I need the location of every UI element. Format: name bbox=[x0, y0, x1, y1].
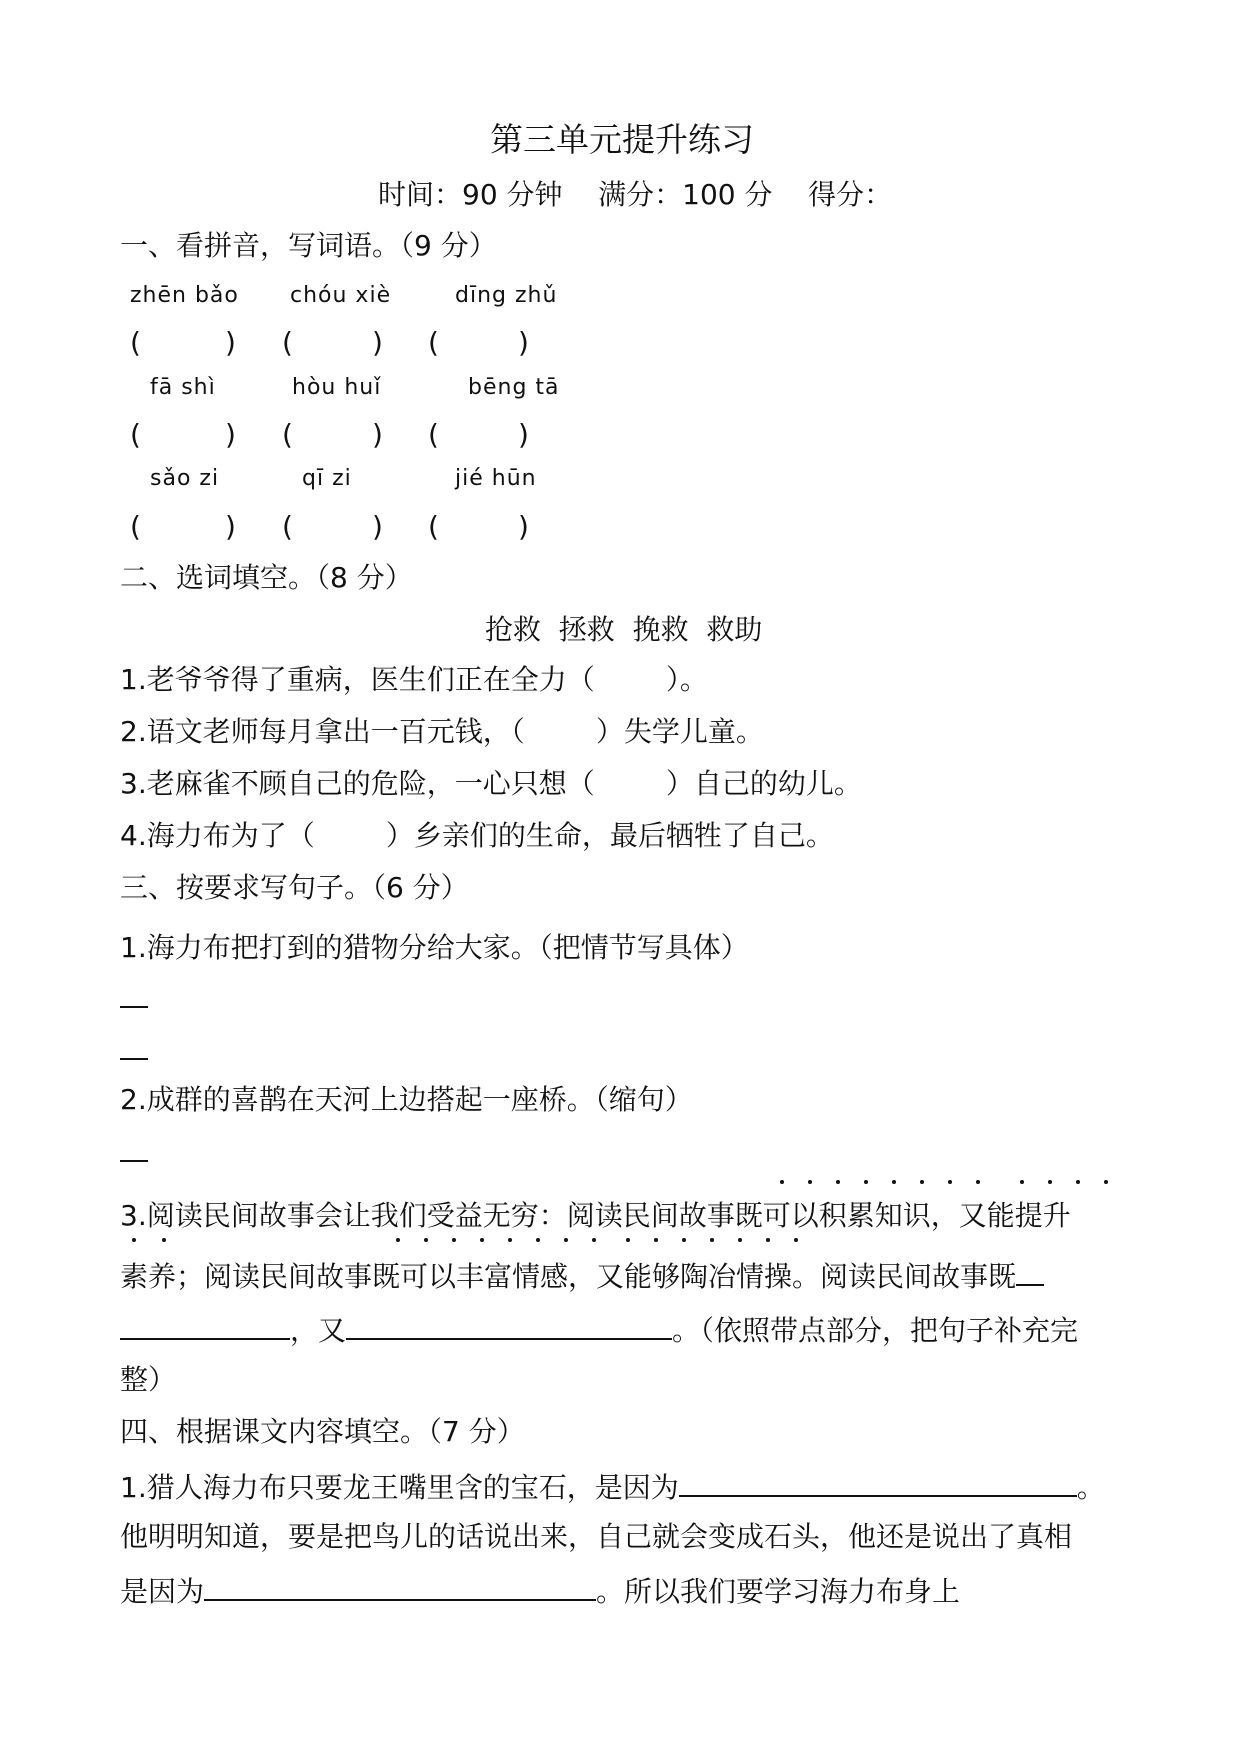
answer-bracket[interactable]: ) bbox=[225, 418, 236, 451]
emphasis-dot bbox=[1104, 1180, 1108, 1184]
emphasis-dot bbox=[780, 1180, 784, 1184]
answer-bracket[interactable]: ( bbox=[282, 510, 293, 543]
section-1-heading: 一、看拼音，写词语。（9 分） bbox=[120, 229, 497, 262]
emphasis-dot bbox=[626, 1238, 630, 1242]
answer-bracket[interactable]: ) bbox=[372, 418, 383, 451]
emphasis-dot bbox=[682, 1238, 686, 1242]
emphasis-dot bbox=[892, 1180, 896, 1184]
question-4-1-text: 。所以我们要学习海力布身上 bbox=[596, 1575, 961, 1608]
question-3-2: 2.成群的喜鹊在天河上边搭起一座桥。（缩句） bbox=[120, 1083, 693, 1116]
question-4-1-line-1 bbox=[120, 1467, 1105, 1506]
emphasis-dot bbox=[836, 1180, 840, 1184]
emphasis-dot bbox=[710, 1238, 714, 1242]
answer-line[interactable] bbox=[679, 1467, 1077, 1497]
answer-bracket[interactable]: ( bbox=[130, 510, 141, 543]
pinyin-bengta: bēng tā bbox=[468, 375, 560, 400]
answer-bracket[interactable]: ( bbox=[130, 418, 141, 451]
question-3-3-line-1: 3.阅读民间故事会让我们受益无穷：阅读民间故事既可以积累知识，又能提升 bbox=[120, 1199, 1071, 1232]
answer-bracket[interactable]: ( bbox=[428, 418, 439, 451]
question-3-3-text: 。（依照带点部分，把句子补充完 bbox=[672, 1314, 1079, 1347]
answer-bracket[interactable]: ( bbox=[130, 326, 141, 359]
page-title: 第三单元提升练习 bbox=[490, 120, 754, 159]
question-3-3-line-4: 整） bbox=[120, 1363, 177, 1396]
emphasis-dot bbox=[864, 1180, 868, 1184]
emphasis-dot bbox=[920, 1180, 924, 1184]
answer-bracket[interactable]: ( bbox=[282, 418, 293, 451]
question-4-1-text: 是因为 bbox=[120, 1575, 205, 1608]
pinyin-chouxie: chóu xiè bbox=[290, 283, 392, 308]
question-2-3: 3.老麻雀不顾自己的危险，一心只想（ ）自己的幼儿。 bbox=[120, 767, 862, 800]
question-3-3-line-3 bbox=[120, 1310, 1078, 1349]
question-2-1: 1.老爷爷得了重病，医生们正在全力（ ）。 bbox=[120, 663, 708, 696]
section-3-heading: 三、按要求写句子。（6 分） bbox=[120, 871, 469, 904]
section-2-heading: 二、选词填空。（8 分） bbox=[120, 561, 413, 594]
exam-info: 时间：90 分钟 满分：100 分 得分： bbox=[378, 178, 893, 211]
emphasis-dot bbox=[766, 1238, 770, 1242]
pinyin-jiehun: jié hūn bbox=[455, 466, 537, 491]
question-4-1-line-2: 他明明知道，要是把鸟儿的话说出来，自己就会变成石头，他还是说出了真相 bbox=[120, 1520, 1073, 1553]
question-3-3-text: ，又 bbox=[290, 1314, 347, 1347]
answer-bracket[interactable]: ) bbox=[225, 510, 236, 543]
emphasis-dot bbox=[654, 1238, 658, 1242]
emphasis-dot bbox=[1076, 1180, 1080, 1184]
answer-line[interactable] bbox=[120, 1160, 148, 1162]
pinyin-qizi: qī zi bbox=[302, 466, 352, 491]
emphasis-dot bbox=[564, 1238, 568, 1242]
emphasis-dot bbox=[948, 1180, 952, 1184]
emphasis-dot bbox=[1020, 1180, 1024, 1184]
answer-bracket[interactable]: ) bbox=[372, 326, 383, 359]
pinyin-houhui: hòu huǐ bbox=[292, 375, 382, 400]
answer-bracket[interactable]: ) bbox=[225, 326, 236, 359]
question-2-2: 2.语文老师每月拿出一百元钱，（ ）失学儿童。 bbox=[120, 715, 764, 748]
answer-bracket[interactable]: ( bbox=[428, 510, 439, 543]
emphasis-dot bbox=[738, 1238, 742, 1242]
question-4-1-line-3 bbox=[120, 1571, 960, 1610]
answer-bracket[interactable]: ) bbox=[518, 418, 529, 451]
question-4-1-text: 1.猎人海力布只要龙王嘴里含的宝石，是因为 bbox=[120, 1471, 679, 1504]
question-3-1: 1.海力布把打到的猎物分给大家。（把情节写具体） bbox=[120, 931, 749, 964]
emphasis-dot bbox=[132, 1238, 136, 1242]
emphasis-dot bbox=[424, 1238, 428, 1242]
answer-line[interactable] bbox=[204, 1571, 596, 1601]
answer-bracket[interactable]: ) bbox=[518, 510, 529, 543]
pinyin-fashi: fā shì bbox=[150, 375, 216, 400]
pinyin-zhenbao: zhēn bǎo bbox=[130, 283, 239, 308]
word-bank: 抢救 拯救 挽救 救助 bbox=[485, 613, 763, 646]
answer-bracket[interactable]: ) bbox=[372, 510, 383, 543]
emphasis-dot bbox=[396, 1238, 400, 1242]
answer-bracket[interactable]: ( bbox=[428, 326, 439, 359]
answer-line[interactable] bbox=[120, 1058, 148, 1060]
emphasis-dot bbox=[592, 1238, 596, 1242]
answer-line[interactable] bbox=[120, 1310, 290, 1340]
pinyin-dingzhu: dīng zhǔ bbox=[455, 283, 558, 308]
emphasis-dot bbox=[480, 1238, 484, 1242]
emphasis-dot bbox=[162, 1238, 166, 1242]
emphasis-dot bbox=[794, 1238, 798, 1242]
question-4-1-text: 。 bbox=[1076, 1471, 1105, 1504]
answer-line[interactable] bbox=[120, 1006, 148, 1008]
question-3-3-line-2 bbox=[120, 1256, 1044, 1295]
answer-line[interactable] bbox=[1016, 1256, 1044, 1286]
emphasis-dot bbox=[1048, 1180, 1052, 1184]
question-3-3-text: 素养；阅读民间故事既可以丰富情感，又能够陶冶情操。阅读民间故事既 bbox=[120, 1260, 1017, 1293]
answer-line[interactable] bbox=[346, 1310, 672, 1340]
answer-bracket[interactable]: ( bbox=[282, 326, 293, 359]
section-4-heading: 四、根据课文内容填空。（7 分） bbox=[120, 1415, 525, 1448]
emphasis-dot bbox=[536, 1238, 540, 1242]
emphasis-dot bbox=[452, 1238, 456, 1242]
emphasis-dot bbox=[808, 1180, 812, 1184]
answer-bracket[interactable]: ) bbox=[518, 326, 529, 359]
emphasis-dot bbox=[508, 1238, 512, 1242]
emphasis-dot bbox=[976, 1180, 980, 1184]
question-2-4: 4.海力布为了（ ）乡亲们的生命，最后牺牲了自己。 bbox=[120, 819, 834, 852]
pinyin-saozi: sǎo zi bbox=[150, 466, 220, 491]
